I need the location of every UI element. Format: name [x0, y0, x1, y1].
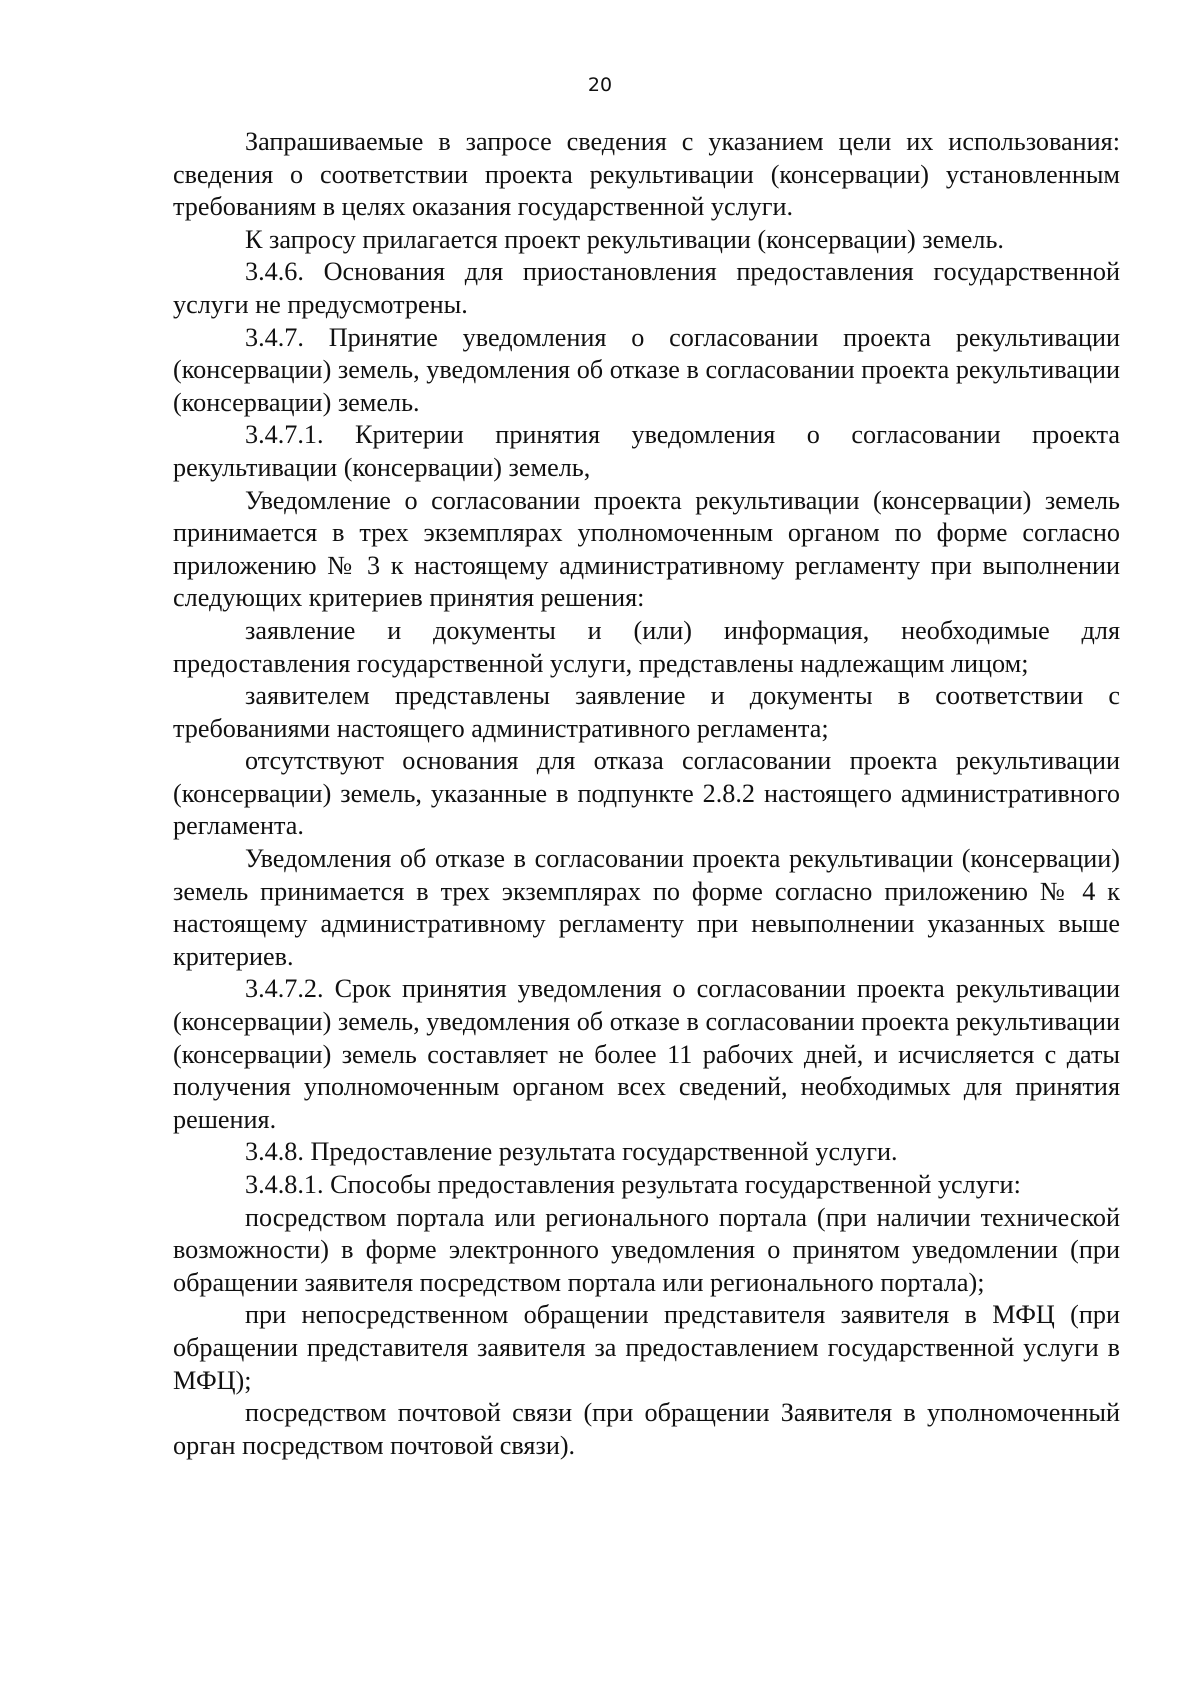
paragraph-3-4-7-1: 3.4.7.1. Критерии принятия уведомления о согласовании проекта рекультивации (консервации) земель,	[173, 420, 1120, 482]
paragraph-3-4-6: 3.4.6. Основания для приостановления предоставления государственной услуги не предусмотрены.	[173, 257, 1120, 319]
page-number: 20	[587, 74, 613, 96]
paragraph-3-4-7-2: 3.4.7.2. Срок принятия уведомления о согласовании проекта рекультивации (консервации) земель, уведомления об отказе в согласовании проекта рекультивации (консервации) земель составляет не более 11 рабочих дней, и исчисляется с даты получения уполномоченным органом всех сведений, необходимых для принятия решения.	[173, 974, 1120, 1134]
paragraph-criterion-3: отсутствуют основания для отказа согласовании проекта рекультивации (консервации) земель, указанные в подпункте 2.8.2 настоящего административного регламента.	[173, 746, 1120, 841]
paragraph-approval-notice: Уведомление о согласовании проекта рекультивации (консервации) земель принимается в трех экземплярах уполномоченным органом по форме согласно приложению № 3 к настоящему административному регламенту при выполнении следующих критериев принятия решения:	[173, 485, 1120, 613]
paragraph-attachment: К запросу прилагается проект рекультивации (консервации) земель.	[245, 224, 1004, 254]
paragraph-method-mfc: при непосредственном обращении представителя заявителя в МФЦ (при обращении представителя заявителя за предоставлением государственной услуги в МФЦ);	[173, 1300, 1120, 1395]
document-body	[173, 126, 1120, 1462]
paragraph-3-4-8: 3.4.8. Предоставление результата государственной услуги.	[245, 1137, 898, 1167]
paragraph-criterion-2: заявителем представлены заявление и документы в соответствии с требованиями настоящего административного регламента;	[173, 681, 1120, 743]
paragraph-requested-info: Запрашиваемые в запросе сведения с указанием цели их использования: сведения о соответствии проекта рекультивации (консервации) установленным требованиям в целях оказания государственной услуги.	[173, 127, 1120, 222]
paragraph-refusal-notice: Уведомления об отказе в согласовании проекта рекультивации (консервации) земель принимается в трех экземплярах по форме согласно приложению № 4 к настоящему административному регламенту при невыполнении указанных выше критериев.	[173, 844, 1120, 971]
paragraph-method-portal: посредством портала или регионального портала (при наличии технической возможности) в форме электронного уведомления о принятом уведомлении (при обращении заявителя посредством портала или регионального портала);	[173, 1202, 1120, 1297]
paragraph-criterion-1: заявление и документы и (или) информация, необходимые для предоставления государственной услуги, представлены надлежащим лицом;	[173, 615, 1120, 678]
paragraph-method-post: посредством почтовой связи (при обращении Заявителя в уполномоченный орган посредством почтовой связи).	[173, 1398, 1120, 1460]
paragraph-3-4-8-1: 3.4.8.1. Способы предоставления результата государственной услуги:	[245, 1170, 1021, 1199]
paragraph-3-4-7: 3.4.7. Принятие уведомления о согласовании проекта рекультивации (консервации) земель, уведомления об отказе в согласовании проекта рекультивации (консервации) земель.	[173, 322, 1120, 417]
